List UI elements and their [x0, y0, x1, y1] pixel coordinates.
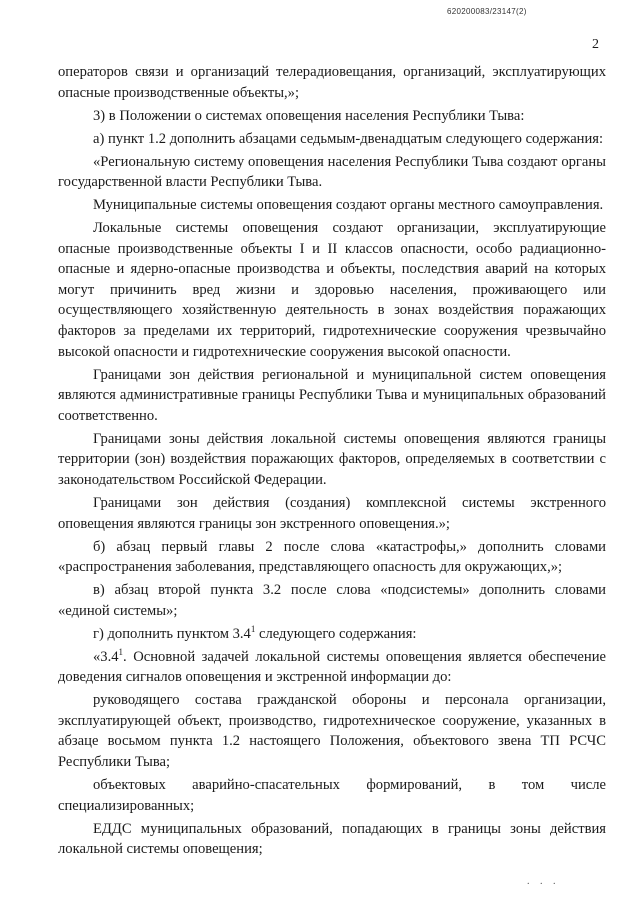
document-body — [58, 62, 606, 862]
paragraph-complex-boundaries: Границами зон действия (создания) комплексной системы экстренного оповещения являются границы зон экстренного оповещения.»; — [58, 495, 606, 532]
document-id: 620200083/23147(2) — [447, 7, 527, 16]
paragraph-continuation: операторов связи и организаций телерадиовещания, организаций, эксплуатирующих опасные производственные объекты,»; — [58, 64, 606, 101]
paragraph-rescue-units: объектовых аварийно-спасательных формирований, в том числе специализированных; — [58, 777, 606, 814]
point-text-before: «3.4 — [93, 648, 119, 665]
point-superscript: 1 — [118, 646, 124, 657]
paragraph-local-boundaries: Границами зоны действия локальной системы оповещения являются границы территории (зон) воздействия поражающих факторов, определяемых в соответствии с законодательством Российской Федерации. — [58, 430, 606, 489]
point-text-after: . Основной задачей локальной системы оповещения является обеспечение доведения сигналов оповещения и экстренной информации до: — [58, 648, 606, 686]
paragraph-local-systems: Локальные системы оповещения создают организации, эксплуатирующие опасные производственные объекты I и II классов опасности, особо радиационно-опасные и ядерно-опасные производства и объекты, последствия аварий на которых могут причинить вред жизни и здоровью населения, проживающего или осуществляющего хозяйственную деятельность в зонах воздействия поражающих факторов за пределами их территорий, гидротехнические сооружения чрезвычайно высокой опасности и гидротехнические сооружения высокой опасности. — [58, 220, 606, 360]
page-number: 2 — [592, 37, 599, 52]
paragraph-edds: ЕДДС муниципальных образований, попадающих в границы зоны действия локальной системы оповещения; — [58, 820, 606, 858]
paragraph-point-3-4-1 — [58, 647, 606, 688]
paragraph-regional-boundaries: Границами зон действия региональной и муниципальной систем оповещения являются административные границы Республики Тыва и муниципальных образований соответственно. — [58, 366, 606, 424]
paragraph-item-g — [58, 624, 606, 645]
paragraph-item-a: а) пункт 1.2 дополнить абзацами седьмым-двенадцатым следующего содержания: — [93, 130, 604, 147]
paragraph-leadership: руководящего состава гражданской обороны и персонала организации, эксплуатирующей объект, производство, гидротехническое сооружение, указанных в абзаце восьмом пункта 1.2 настоящего Положения, объектового звена ТП РСЧС Республики Тыва; — [58, 692, 606, 771]
paragraph-item-b: б) абзац первый главы 2 после слова «катастрофы,» дополнить словами «распространения заболевания, представляющего опасность для окружающих,»; — [58, 538, 606, 576]
item-g-text-before: г) дополнить пунктом 3.4 — [93, 625, 251, 642]
paragraph-municipal-systems: Муниципальные системы оповещения создают органы местного самоуправления. — [93, 197, 604, 214]
paragraph-section-3: 3) в Положении о системах оповещения населения Республики Тыва: — [93, 107, 525, 124]
paragraph-item-v: в) абзац второй пункта 3.2 после слова «подсистемы» дополнить словами «единой системы»; — [58, 582, 606, 619]
item-g-text-after: следующего содержания: — [255, 625, 417, 642]
item-g-superscript: 1 — [250, 623, 256, 634]
paragraph-regional-system: «Региональную систему оповещения населения Республики Тыва создают органы государственной власти Республики Тыва. — [58, 153, 606, 191]
footer-marks: . . . — [527, 876, 560, 887]
